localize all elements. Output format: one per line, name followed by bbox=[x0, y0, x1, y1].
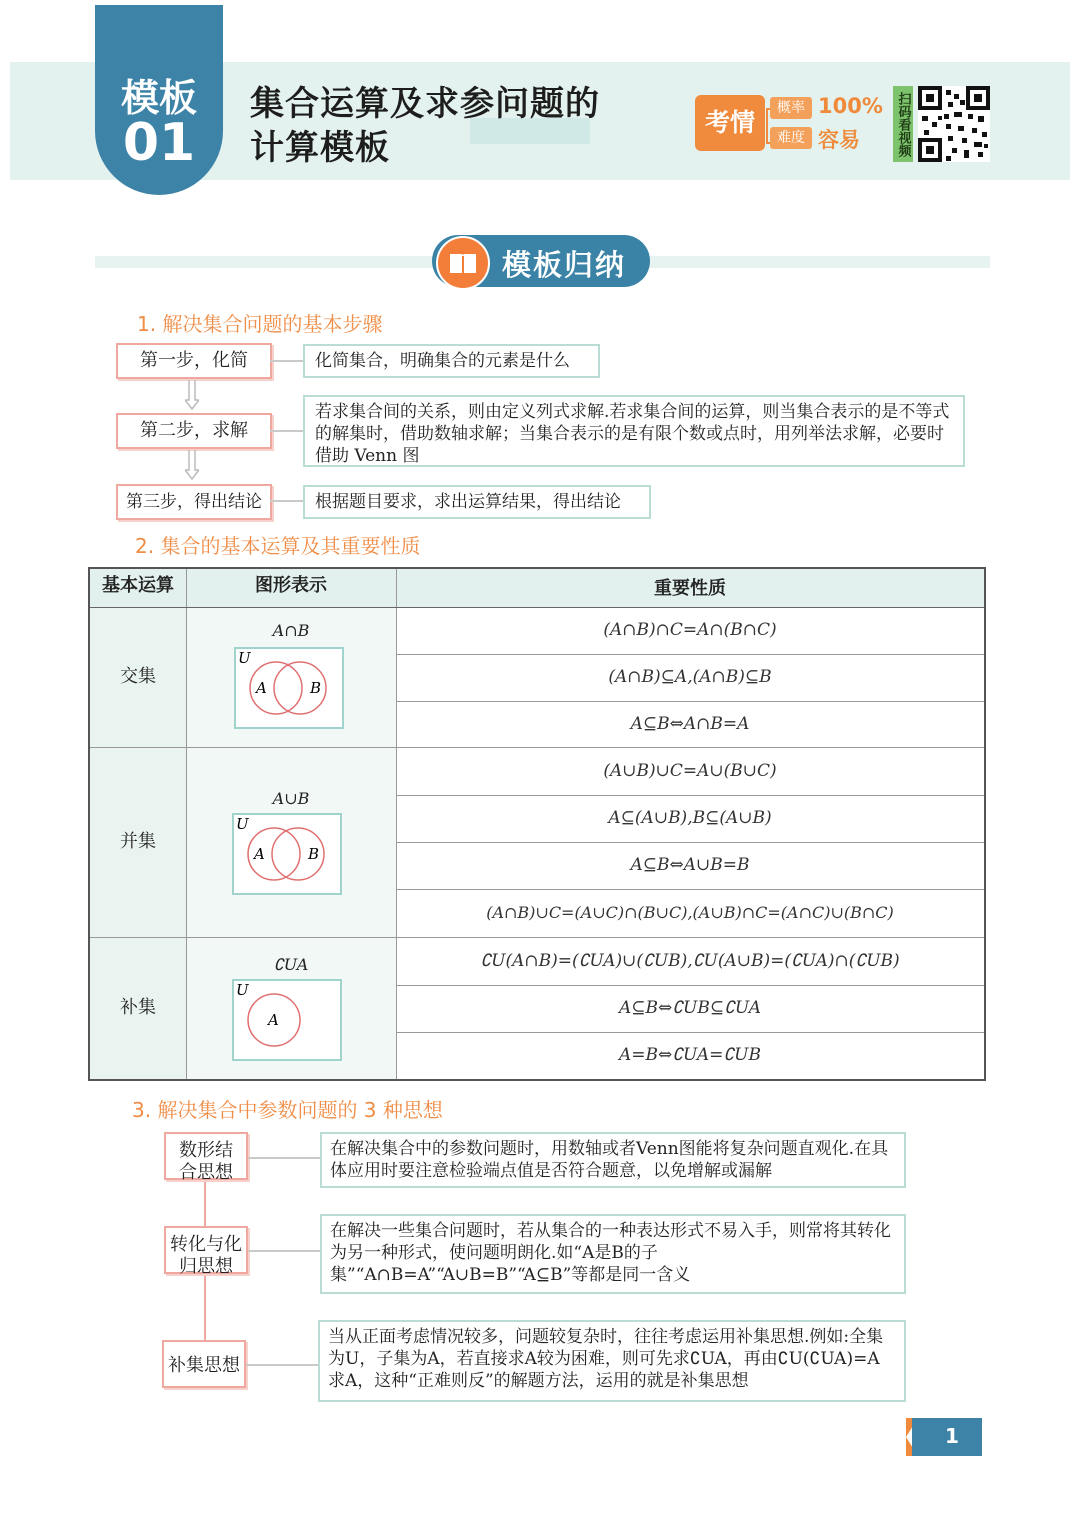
table-grid-line bbox=[396, 795, 984, 796]
venn-universe-label: U bbox=[236, 815, 249, 833]
thought-description: 在解决一些集合问题时，若从集合的一种表达形式不易入手，则常将其转化为另一种形式，使问题明朗化.如“A是B的子集”“A∩B=A”“A∪B=B”“A⊆B”等都是同一含义 bbox=[320, 1214, 906, 1294]
thought-label-line: 数形结 bbox=[179, 1140, 233, 1161]
page-number: 1 bbox=[945, 1424, 959, 1448]
connector bbox=[246, 1364, 318, 1366]
table-figure-cell bbox=[186, 937, 396, 1079]
connector bbox=[248, 1250, 320, 1252]
venn-set-a-label: A bbox=[254, 845, 265, 863]
page-title-line2: 计算模板 bbox=[250, 128, 390, 168]
table-header-cell: 重要性质 bbox=[396, 569, 984, 607]
banner-title: 模板归纳 bbox=[502, 248, 627, 282]
table-grid-line bbox=[396, 569, 397, 1079]
tab-label: 模板 bbox=[120, 75, 197, 120]
step-description: 若求集合间的关系，则由定义列式求解.若求集合间的运算，则当集合表示的是不等式的解集时，借助数轴求解；当集合表示的是有限个数或点时，用列举法求解，必要时借助 Venn 图 bbox=[303, 395, 965, 467]
table-header-cell: 基本运算 bbox=[90, 569, 186, 607]
venn-caption: ∁UA bbox=[273, 955, 309, 974]
thought-label bbox=[164, 1226, 248, 1277]
venn-set-a-label: A bbox=[268, 1011, 279, 1029]
down-arrow-icon bbox=[185, 380, 199, 410]
tab-number: 01 bbox=[122, 113, 196, 173]
property-cell: (A∪B)∪C=A∪(B∪C) bbox=[603, 761, 777, 781]
connector bbox=[248, 1157, 320, 1159]
property-cell: A⊆B⇔A∪B=B bbox=[630, 855, 750, 875]
table-grid-line bbox=[396, 842, 984, 843]
probability-value: 100% bbox=[818, 94, 883, 118]
qr-label-text: 扫码看视频 bbox=[895, 91, 911, 157]
table-grid-line bbox=[90, 607, 984, 608]
table-op-cell: 补集 bbox=[90, 937, 186, 1079]
table-figure-cell bbox=[186, 607, 396, 747]
step-description: 化简集合，明确集合的元素是什么 bbox=[303, 344, 600, 378]
section3-heading: 3. 解决集合中参数问题的 3 种思想 bbox=[132, 1098, 443, 1122]
connector bbox=[270, 360, 303, 362]
table-op-cell: 并集 bbox=[90, 747, 186, 937]
step-description: 根据题目要求，求出运算结果，得出结论 bbox=[303, 485, 651, 519]
thought-label bbox=[164, 1132, 248, 1183]
step-label: 第三步，得出结论 bbox=[116, 484, 272, 520]
table-grid-line bbox=[186, 569, 187, 1079]
template-tab bbox=[95, 5, 223, 195]
thought-label-line: 合思想 bbox=[179, 1162, 233, 1183]
thought-label bbox=[162, 1340, 246, 1388]
table-grid-line bbox=[396, 1032, 984, 1033]
connector bbox=[270, 500, 303, 502]
venn-universe-label: U bbox=[238, 649, 251, 667]
connector bbox=[270, 430, 303, 432]
book-icon bbox=[436, 236, 490, 290]
qr-label bbox=[893, 86, 913, 162]
table-grid-line bbox=[90, 747, 984, 748]
venn-set-b-label: B bbox=[308, 845, 320, 863]
table-grid-line bbox=[90, 937, 984, 938]
probability-label: 概率 bbox=[770, 97, 812, 119]
table-grid-line bbox=[396, 985, 984, 986]
venn-intersection-diagram bbox=[234, 647, 344, 729]
venn-complement-diagram bbox=[232, 979, 342, 1061]
venn-caption: A∪B bbox=[272, 789, 310, 808]
table-grid-line bbox=[396, 701, 984, 702]
table-header-cell: 图形表示 bbox=[186, 569, 396, 607]
venn-union-diagram bbox=[232, 813, 342, 895]
property-cell: A=B⇔∁UA=∁UB bbox=[618, 1045, 762, 1065]
operations-table bbox=[88, 567, 986, 1081]
thought-label-line: 补集思想 bbox=[168, 1355, 240, 1376]
thought-description: 在解决集合中的参数问题时，用数轴或者Venn图能将复杂问题直观化.在具体应用时要注意检验端点值是否符合题意，以免增解或漏解 bbox=[320, 1132, 906, 1188]
step-label: 第一步，化简 bbox=[116, 343, 272, 379]
thought-label-line: 归思想 bbox=[179, 1256, 233, 1277]
venn-set-b-label: B bbox=[310, 679, 322, 697]
exam-badge: 考情 bbox=[695, 95, 765, 151]
down-arrow-icon bbox=[185, 450, 199, 480]
table-op-cell: 交集 bbox=[90, 607, 186, 747]
venn-universe-label: U bbox=[236, 981, 249, 999]
difficulty-value: 容易 bbox=[818, 128, 860, 152]
table-grid-line bbox=[396, 654, 984, 655]
difficulty-label: 难度 bbox=[770, 127, 812, 149]
section2-heading: 2. 集合的基本运算及其重要性质 bbox=[135, 534, 421, 558]
qr-code-icon[interactable] bbox=[918, 86, 990, 162]
property-cell: (A∩B)∩C=A∩(B∩C) bbox=[603, 620, 777, 640]
property-cell: A⊆B⇔A∩B=A bbox=[630, 714, 750, 734]
thought-label-line: 转化与化 bbox=[170, 1234, 242, 1255]
thought-description: 当从正面考虑情况较多，问题较复杂时，往往考虑运用补集思想.例如:全集为U，子集为A，若直接求A较为困难，则可先求∁UA，再由∁U(∁UA)=A求A，这种“正难则反”的解题方法，运用的就是补集思想 bbox=[318, 1320, 906, 1402]
step-label: 第二步，求解 bbox=[116, 413, 272, 449]
property-cell: ∁U(A∩B)=(∁UA)∪(∁UB),∁U(A∪B)=(∁UA)∩(∁UB) bbox=[480, 951, 900, 971]
property-cell: (A∩B)⊆A,(A∩B)⊆B bbox=[608, 667, 772, 687]
property-cell: A⊆B⇔∁UB⊆∁UA bbox=[618, 998, 762, 1018]
property-cell: A⊆(A∪B),B⊆(A∪B) bbox=[608, 808, 772, 828]
venn-caption: A∩B bbox=[272, 621, 310, 640]
section1-heading: 1. 解决集合问题的基本步骤 bbox=[137, 312, 383, 336]
property-cell: (A∩B)∪C=(A∪C)∩(B∪C),(A∪B)∩C=(A∩C)∪(B∩C) bbox=[486, 903, 894, 922]
table-grid-line bbox=[396, 889, 984, 890]
venn-set-a-label: A bbox=[256, 679, 267, 697]
page-title-line1: 集合运算及求参问题的 bbox=[250, 84, 600, 124]
table-figure-cell bbox=[186, 747, 396, 937]
